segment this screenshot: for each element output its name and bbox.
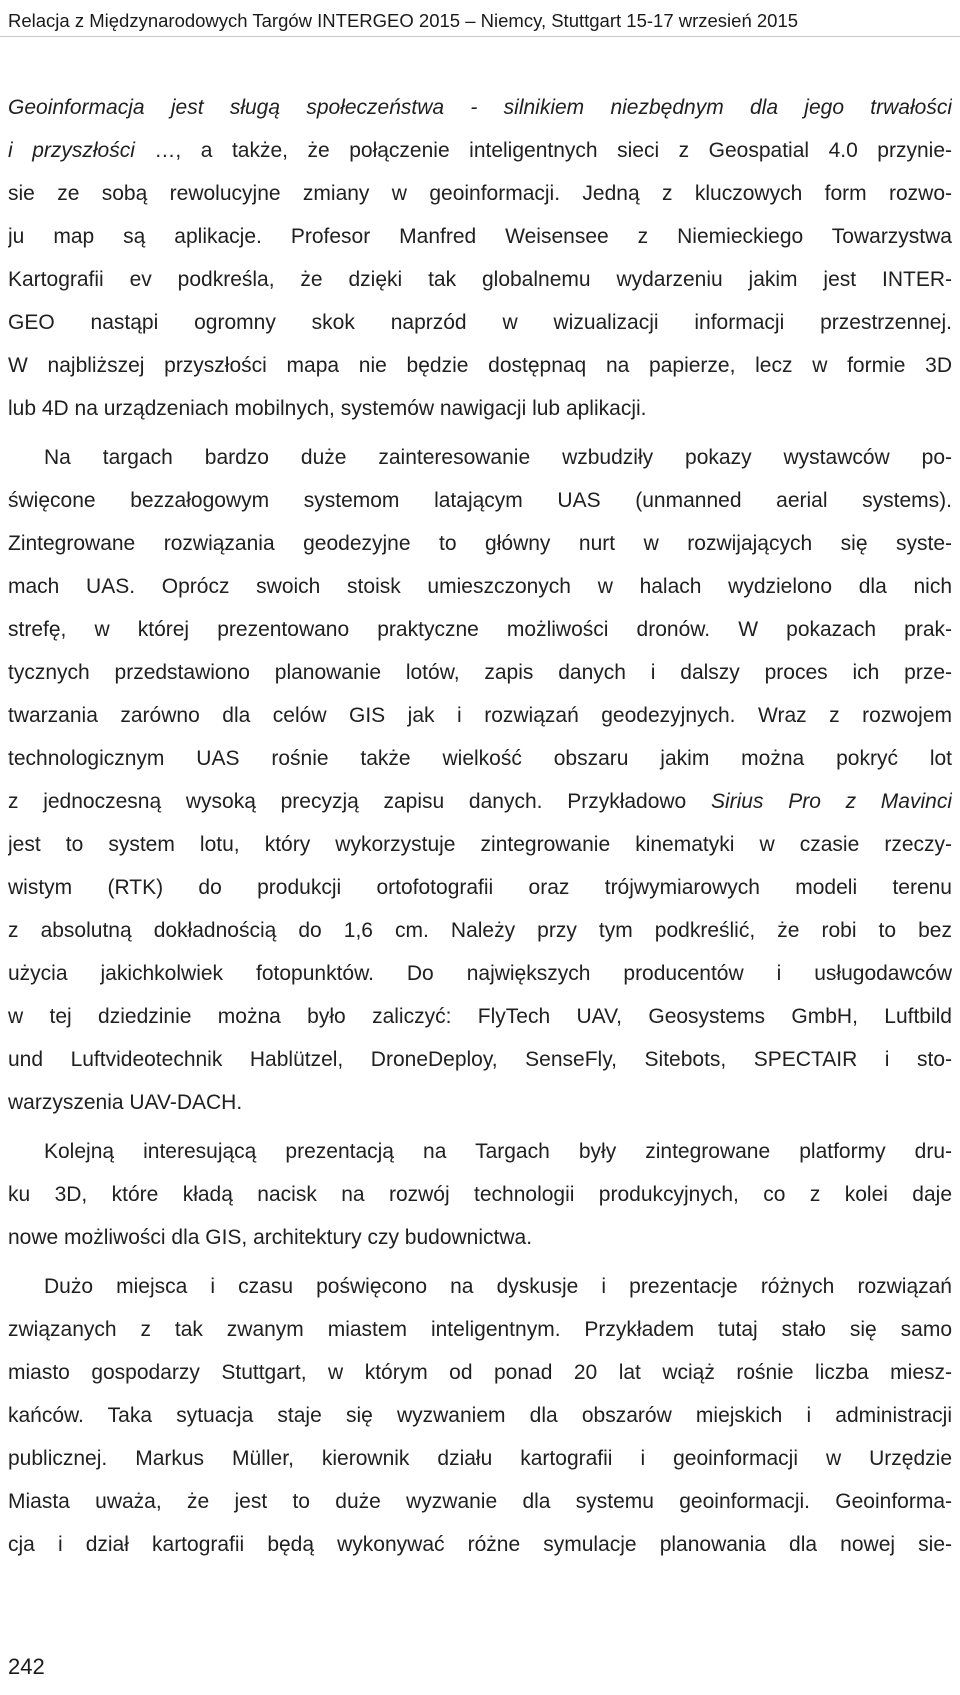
- text-line: Dużo miejsca i czasu poświęcono na dyskusje i prezentacje różnych rozwiązań: [44, 1275, 952, 1298]
- text-line: nowe możliwości dla GIS, architektury czy budownictwa.: [8, 1226, 533, 1249]
- text-line: lub 4D na urządzeniach mobilnych, systemów nawigacji lub aplikacji.: [8, 397, 647, 420]
- running-header: Relacja z Międzynarodowych Targów INTERGEO 2015 – Niemcy, Stuttgart 15-17 wrzesień 2015: [8, 10, 799, 31]
- product-name: Sirius Pro z Mavinci: [710, 790, 952, 813]
- text-line: Zintegrowane rozwiązania geodezyjne to główny nurt w rozwijających się syste-: [8, 532, 952, 555]
- text-line: und Luftvideotechnik Hablützel, DroneDeploy, SenseFly, Sitebots, SPECTAIR i sto-: [8, 1048, 952, 1071]
- text-line: tycznych przedstawiono planowanie lotów, zapis danych i dalszy proces ich prze-: [8, 661, 952, 684]
- text-line: święcone bezzałogowym systemom latającym UAS (unmanned aerial systems).: [8, 489, 952, 512]
- text-line: związanych z tak zwanym miastem inteligentnym. Przykładem tutaj stało się samo: [8, 1318, 952, 1341]
- header-divider: [0, 36, 960, 37]
- text-line: technologicznym UAS rośnie także wielkość obszaru jakim można pokryć lot: [8, 747, 952, 770]
- text-line: Miasta uważa, że jest to duże wyzwanie dla systemu geoinformacji. Geoinforma-: [8, 1490, 952, 1513]
- text-line: twarzania zarówno dla celów GIS jak i rozwiązań geodezyjnych. Wraz z rozwojem: [8, 704, 952, 727]
- text-line: w tej dziedzinie można było zaliczyć: FlyTech UAV, Geosystems GmbH, Luftbild: [8, 1005, 952, 1028]
- text-line: kańców. Taka sytuacja staje się wyzwaniem dla obszarów miejskich i administracji: [8, 1404, 952, 1427]
- text-line: strefę, w której prezentowano praktyczne możliwości dronów. W pokazach prak-: [8, 618, 952, 641]
- page-number: 242: [8, 1654, 45, 1679]
- text-line: [8, 780, 952, 823]
- text-line: publicznej. Markus Müller, kierownik działu kartografii i geoinformacji w Urzędzie: [8, 1447, 952, 1470]
- paragraph-uas: [8, 436, 952, 1124]
- text-line: z absolutną dokładnością do 1,6 cm. Należy przy tym podkreślić, że robi to bez: [8, 919, 952, 942]
- text-line: cja i dział kartografii będą wykonywać różne symulacje planowania dla nowej sie-: [8, 1533, 952, 1556]
- text-line: ju map są aplikacje. Profesor Manfred Weisensee z Niemieckiego Towarzystwa: [8, 225, 952, 248]
- text-line: miasto gospodarzy Stuttgart, w którym od ponad 20 lat wciąż rośnie liczba miesz-: [8, 1361, 952, 1384]
- text-line: Kolejną interesującą prezentacją na Targach były zintegrowane platformy dru-: [44, 1140, 952, 1163]
- text-line: sie ze sobą rewolucyjne zmiany w geoinformacji. Jedną z kluczowych form rozwo-: [8, 182, 952, 205]
- text-line: W najbliższej przyszłości mapa nie będzie dostępnaq na papierze, lecz w formie 3D: [8, 354, 952, 377]
- text-line: Na targach bardzo duże zainteresowanie wzbudziły pokazy wystawców po-: [44, 446, 952, 469]
- text-span: …, a także, że połączenie inteligentnych sieci z Geospatial 4.0 przynie-: [154, 139, 952, 162]
- text-line: GEO nastąpi ogromny skok naprzód w wizualizacji informacji przestrzennej.: [8, 311, 952, 334]
- paragraph-smart-city: [8, 1265, 952, 1566]
- text-line: wistym (RTK) do produkcji ortofotografii oraz trójwymiarowych modeli terenu: [8, 876, 952, 899]
- text-line: Geoinformacja jest sługą społeczeństwa - silnikiem niezbędnym dla jego trwałości: [8, 96, 952, 119]
- paragraph-geoinformation: [8, 86, 952, 430]
- text-line: ku 3D, które kładą nacisk na rozwój technologii produkcyjnych, co z kolei daje: [8, 1183, 952, 1206]
- text-line: [8, 129, 952, 172]
- text-line: jest to system lotu, który wykorzystuje zintegrowanie kinematyki w czasie rzeczy-: [8, 833, 952, 856]
- text-line: warzyszenia UAV-DACH.: [8, 1091, 243, 1114]
- paragraph-3d-printing: [8, 1130, 952, 1259]
- text-line: użycia jakichkolwiek fotopunktów. Do największych producentów i usługodawców: [8, 962, 952, 985]
- text-line: mach UAS. Oprócz swoich stoisk umieszczonych w halach wydzielono dla nich: [8, 575, 952, 598]
- text-span: z jednoczesną wysoką precyzją zapisu danych. Przykładowo: [8, 790, 687, 813]
- article-body: [8, 86, 952, 1566]
- text-line: Kartografii ev podkreśla, że dzięki tak globalnemu wydarzeniu jakim jest INTER-: [8, 268, 952, 291]
- text-span-italic: i przyszłości: [8, 139, 135, 162]
